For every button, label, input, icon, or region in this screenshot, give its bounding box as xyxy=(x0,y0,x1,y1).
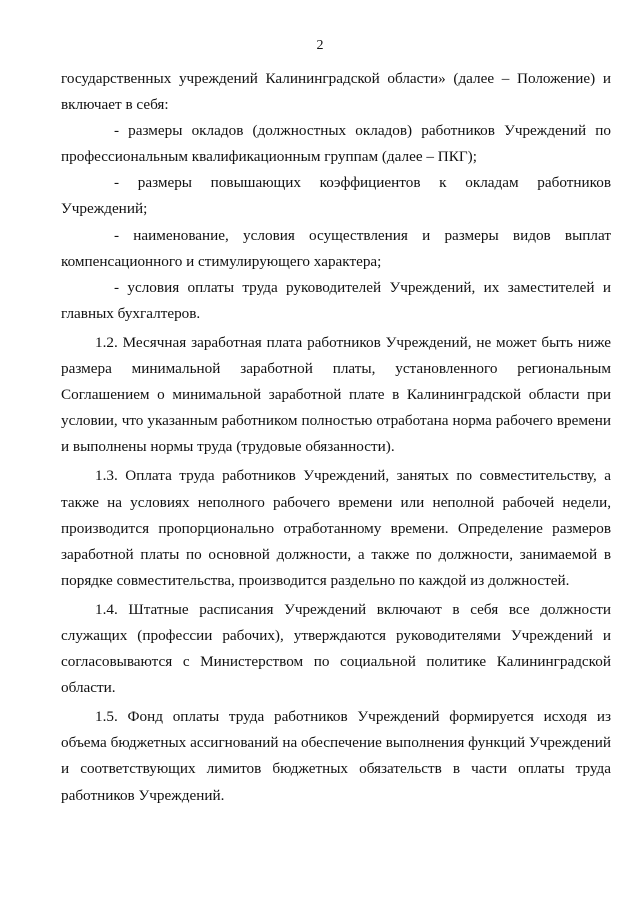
list-item-management-pay: - условия оплаты труда руководителей Учреждений, их заместителей и главных бухгалтеров. xyxy=(61,278,611,322)
list-item-payment-types: - наименование, условия осуществления и размеры видов выплат компенсационного и стимулирующего характера; xyxy=(61,226,611,270)
list-item-salary-sizes: - размеры окладов (должностных окладов) работников Учреждений по профессиональным квалификационным группам (далее – ПКГ); xyxy=(61,122,611,166)
paragraph-1-3: 1.3. Оплата труда работников Учреждений, занятых по совместительству, а также на условиях неполного рабочего времени или неполной рабочей недели, производится пропорционально отработанному времени. Определение размеров заработной платы по основной должности, а также по должности, занимаемой в порядке совместительства, производится раздельно по каждой из должностей. xyxy=(61,467,611,589)
paragraph-1-4: 1.4. Штатные расписания Учреждений включают в себя все должности служащих (профессии рабочих), утверждаются руководителями Учреждений и согласовываются с Министерством по социальной политике Калининградской области. xyxy=(61,600,611,697)
paragraph-intro: государственных учреждений Калининградской области» (далее – Положение) и включает в себя: xyxy=(61,70,611,114)
paragraph-1-5: 1.5. Фонд оплаты труда работников Учреждений формируется исходя из объема бюджетных ассигнований на обеспечение выполнения функций Учреждений и соответствующих лимитов бюджетных обязательств в части оплаты труда работников Учреждений. xyxy=(61,708,611,804)
paragraph-1-2: 1.2. Месячная заработная плата работников Учреждений, не может быть ниже размера минимальной заработной платы, установленного региональным Соглашением о минимальной заработной плате в Калининградской области при условии, что указанным работником полностью отработана норма рабочего времени и выполнены нормы труда (трудовые обязанности). xyxy=(61,333,611,456)
page-number: 2 xyxy=(316,38,324,53)
list-item-coefficients: - размеры повышающих коэффициентов к окладам работников Учреждений; xyxy=(61,174,611,218)
document-body xyxy=(61,66,611,809)
